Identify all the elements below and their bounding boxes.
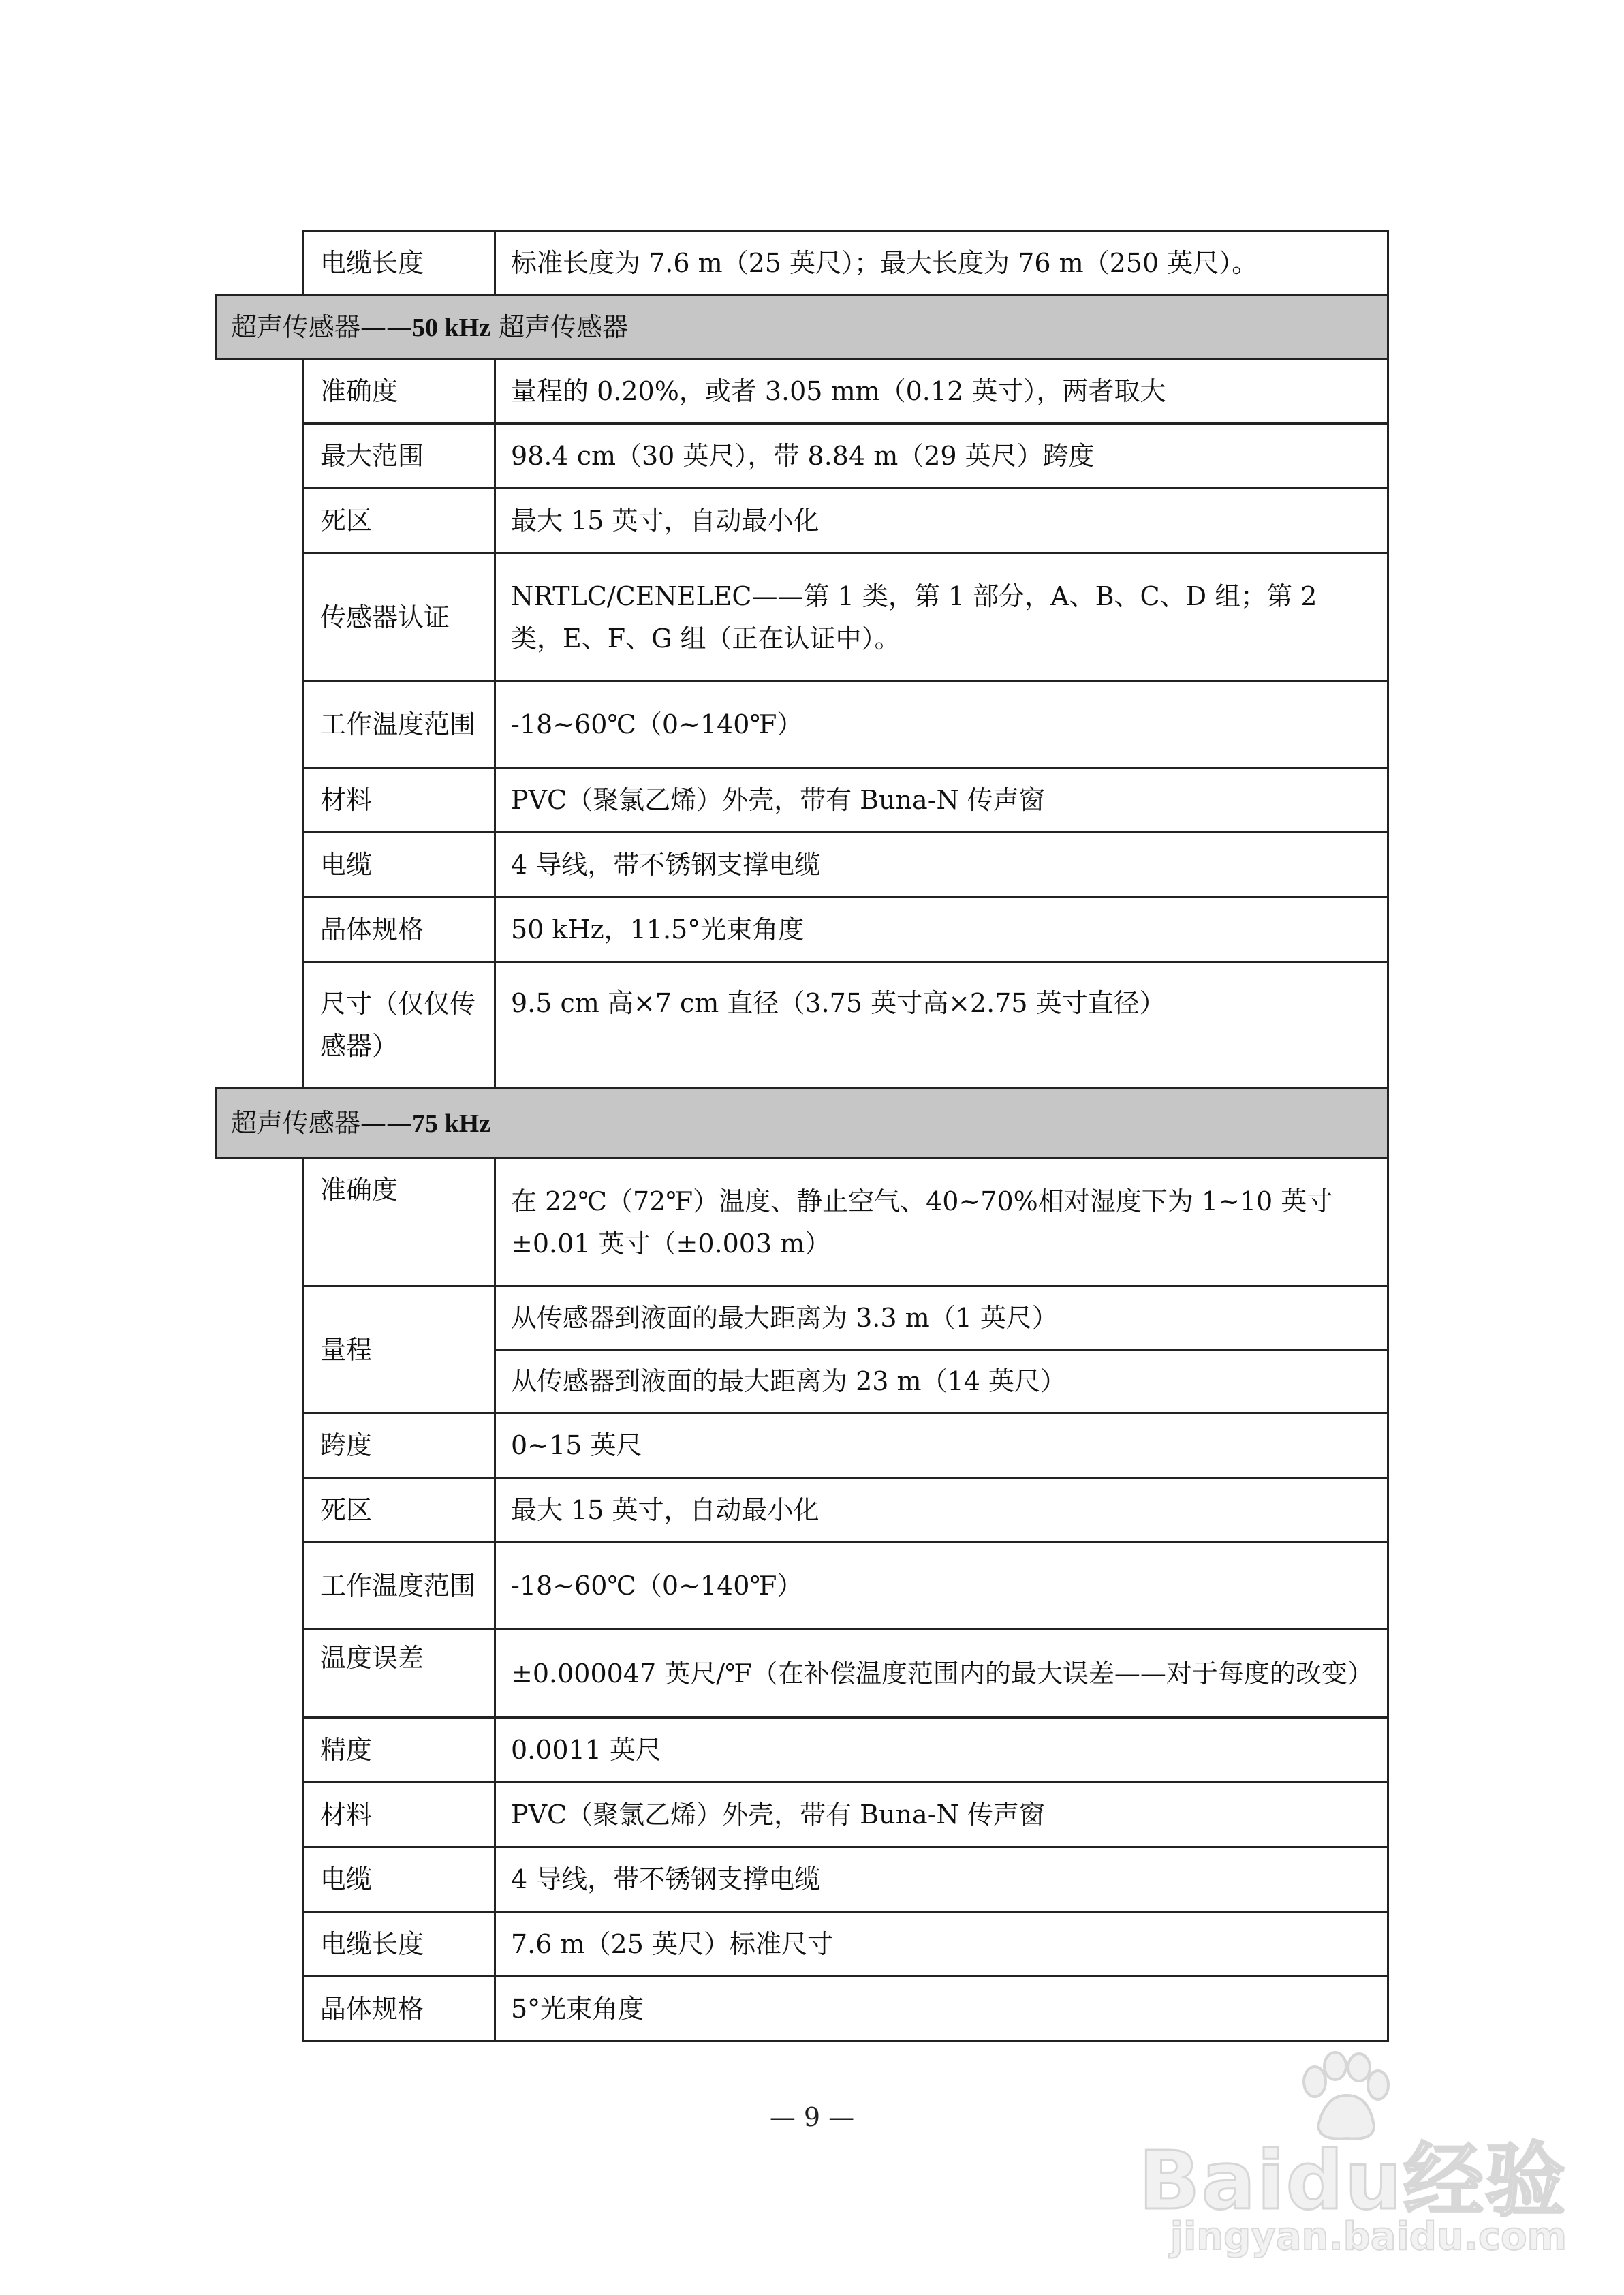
row-label: 量程: [303, 1287, 495, 1413]
table-row: [217, 1847, 1388, 1912]
row-value: 98.4 cm（30 英尺），带 8.84 m（29 英尺）跨度: [495, 424, 1388, 489]
row-value: 5°光束角度: [495, 1977, 1388, 2042]
row-value: 在 22℃（72℉）温度、静止空气、40~70%相对湿度下为 1~10 英寸±0.01 英寸（±0.003 m）: [495, 1158, 1388, 1287]
row-label: 死区: [303, 489, 495, 553]
table-row: [217, 489, 1388, 553]
row-label: 材料: [303, 768, 495, 833]
watermark-brand: Baidu经验: [1138, 2134, 1567, 2228]
spec-table: [215, 230, 1389, 2042]
row-label: 工作温度范围: [303, 1543, 495, 1629]
row-value: 4 导线，带不锈钢支撑电缆: [495, 833, 1388, 897]
table-row: [217, 359, 1388, 424]
row-value: 量程的 0.20%，或者 3.05 mm（0.12 英寸），两者取大: [495, 359, 1388, 424]
row-label: 晶体规格: [303, 897, 495, 962]
row-value: NRTLC/CENELEC——第 1 类，第 1 部分，A、B、C、D 组；第 2 类，E、F、G 组（正在认证中）。: [495, 553, 1388, 681]
row-value: 最大 15 英寸，自动最小化: [495, 489, 1388, 553]
watermark: [1131, 2051, 1567, 2276]
page-number: — 9 —: [769, 2102, 855, 2132]
row-value: 9.5 cm 高×7 cm 直径（3.75 英寸高×2.75 英寸直径）: [495, 962, 1388, 1088]
row-value: PVC（聚氯乙烯）外壳，带有 Buna-N 传声窗: [495, 768, 1388, 833]
row-value: 标准长度为 7.6 m（25 英尺）；最大长度为 76 m（250 英尺）。: [495, 231, 1388, 296]
row-value: 7.6 m（25 英尺）标准尺寸: [495, 1912, 1388, 1977]
row-label: 电缆长度: [303, 231, 495, 296]
section-header-50khz: [217, 296, 1388, 359]
row-value: 最大 15 英寸，自动最小化: [495, 1478, 1388, 1543]
table-row: [217, 424, 1388, 489]
row-label: 电缆长度: [303, 1912, 495, 1977]
row-label: 准确度: [303, 1158, 495, 1287]
row-label: 死区: [303, 1478, 495, 1543]
row-value: 0~15 英尺: [495, 1413, 1388, 1478]
table-row: [217, 1478, 1388, 1543]
row-label: 电缆: [303, 833, 495, 897]
table-row: [217, 897, 1388, 962]
table-row: [217, 1912, 1388, 1977]
table-row: [217, 768, 1388, 833]
row-label: 尺寸（仅仅传感器）: [303, 962, 495, 1088]
table-row: [217, 553, 1388, 681]
row-label: 晶体规格: [303, 1977, 495, 2042]
table-row: [217, 1718, 1388, 1783]
table-row: [217, 1977, 1388, 2042]
row-label: 工作温度范围: [303, 681, 495, 768]
watermark-url: jingyan.baidu.com: [1170, 2215, 1567, 2259]
table-row: [217, 1543, 1388, 1629]
section-title-model: 75 kHz: [412, 1109, 491, 1138]
row-value: 50 kHz，11.5°光束角度: [495, 897, 1388, 962]
row-value: 0.0011 英尺: [495, 1718, 1388, 1783]
row-label: 温度误差: [303, 1629, 495, 1718]
row-value: 从传感器到液面的最大距离为 3.3 m（1 英尺）: [495, 1287, 1388, 1350]
row-value: -18~60℃（0~140℉）: [495, 1543, 1388, 1629]
row-label: 精度: [303, 1718, 495, 1783]
table-row: [217, 1413, 1388, 1478]
row-label: 跨度: [303, 1413, 495, 1478]
row-value: ±0.000047 英尺/℉（在补偿温度范围内的最大误差——对于每度的改变）: [495, 1629, 1388, 1718]
row-value: 4 导线，带不锈钢支撑电缆: [495, 1847, 1388, 1912]
section-title-prefix: 超声传感器——: [231, 311, 413, 342]
section-title-prefix: 超声传感器——: [231, 1107, 413, 1138]
section-title-model: 50 kHz: [412, 313, 491, 342]
row-value: 从传感器到液面的最大距离为 23 m（14 英尺）: [495, 1350, 1388, 1413]
table-row: [217, 681, 1388, 768]
row-label: 电缆: [303, 1847, 495, 1912]
row-label: 材料: [303, 1783, 495, 1847]
row-label: 准确度: [303, 359, 495, 424]
row-value: PVC（聚氯乙烯）外壳，带有 Buna-N 传声窗: [495, 1783, 1388, 1847]
section-header-75khz: [217, 1088, 1388, 1158]
row-label: 传感器认证: [303, 553, 495, 681]
section-title-suffix: 超声传感器: [490, 311, 629, 342]
table-row: [217, 1783, 1388, 1847]
table-row: [217, 1158, 1388, 1287]
table-row: [217, 833, 1388, 897]
table-row: [217, 962, 1388, 1088]
row-label: 最大范围: [303, 424, 495, 489]
table-row: [217, 231, 1388, 296]
table-row: [217, 1629, 1388, 1718]
row-value: -18~60℃（0~140℉）: [495, 681, 1388, 768]
spec-sheet: [215, 230, 1387, 2042]
table-row: [217, 1287, 1388, 1350]
